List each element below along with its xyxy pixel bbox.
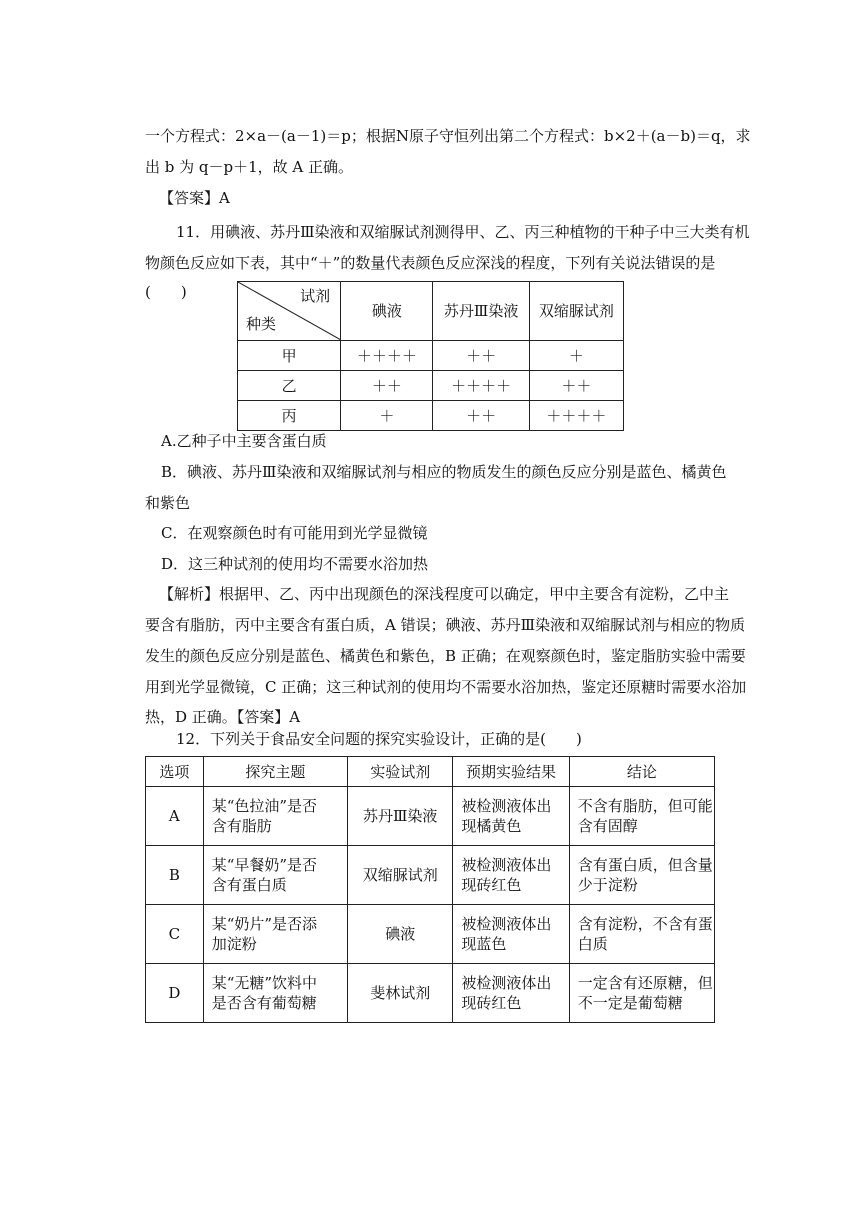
header-cell: 结论 bbox=[569, 757, 714, 787]
q12-table bbox=[145, 756, 715, 1023]
q11-option-b-line-1: B．碘液、苏丹Ⅲ染液和双缩脲试剂与相应的物质发生的颜色反应分别是蓝色、橘黄色 bbox=[161, 463, 727, 481]
topic-line: 含有蛋白质 bbox=[211, 876, 287, 894]
table-row bbox=[238, 341, 624, 371]
table-cell: ＋ bbox=[341, 401, 433, 431]
topic-line: 是否含有葡萄糖 bbox=[211, 994, 317, 1012]
intro-answer: 【答案】A bbox=[159, 189, 230, 207]
conclusion-line: 含有淀粉，不含有蛋 bbox=[577, 915, 713, 933]
topic-cell bbox=[203, 787, 347, 846]
q11-stem-line-2: 物颜色反应如下表，其中“＋”的数量代表颜色反应深浅的程度，下列有关说法错误的是 bbox=[145, 254, 716, 272]
q11-analysis-line-5: 热，D 正确。【答案】A bbox=[145, 708, 301, 726]
result-line: 被检测液体出 bbox=[461, 856, 552, 874]
conclusion-line: 一定含有还原糖，但 bbox=[577, 974, 713, 992]
q11-analysis-line-3: 发生的颜色反应分别是蓝色、橘黄色和紫色，B 正确；在观察颜色时，鉴定脂肪实验中需要 bbox=[145, 647, 746, 665]
option-cell: D bbox=[146, 964, 204, 1023]
q11-analysis-line-1: 【解析】根据甲、乙、丙中出现颜色的深浅程度可以确定，甲中主要含有淀粉，乙中主 bbox=[159, 585, 730, 603]
q11-table bbox=[237, 281, 624, 431]
corner-bottom-label: 种类 bbox=[246, 315, 277, 333]
table-row bbox=[238, 371, 624, 401]
table-cell: ＋＋＋＋ bbox=[529, 401, 623, 431]
row-label: 丙 bbox=[238, 401, 341, 431]
q11-option-c: C．在观察颜色时有可能用到光学显微镜 bbox=[161, 524, 428, 542]
option-cell: A bbox=[146, 787, 204, 846]
topic-line: 某“早餐奶”是否 bbox=[211, 856, 318, 874]
reagent-cell: 苏丹Ⅲ染液 bbox=[348, 787, 453, 846]
result-line: 被检测液体出 bbox=[461, 797, 552, 815]
q11-analysis-line-4: 用到光学显微镜，C 正确；这三种试剂的使用均不需要水浴加热，鉴定还原糖时需要水浴加 bbox=[145, 678, 747, 696]
topic-cell bbox=[203, 964, 347, 1023]
result-line: 被检测液体出 bbox=[461, 915, 552, 933]
result-cell bbox=[453, 787, 569, 846]
q11-analysis-line-2: 要含有脂肪，丙中主要含有蛋白质，A 错误；碘液、苏丹Ⅲ染液和双缩脲试剂与相应的物质 bbox=[145, 616, 746, 634]
topic-line: 含有脂肪 bbox=[211, 817, 272, 835]
result-cell bbox=[453, 905, 569, 964]
option-cell: C bbox=[146, 905, 204, 964]
corner-top-label: 试剂 bbox=[300, 287, 331, 305]
conclusion-line: 少于淀粉 bbox=[577, 876, 638, 894]
topic-line: 加淀粉 bbox=[211, 935, 257, 953]
topic-cell bbox=[203, 846, 347, 905]
table-cell: ＋＋ bbox=[341, 371, 433, 401]
result-line: 现蓝色 bbox=[461, 935, 507, 953]
result-line: 现砖红色 bbox=[461, 994, 522, 1012]
result-line: 现砖红色 bbox=[461, 876, 522, 894]
header-cell: 实验试剂 bbox=[348, 757, 453, 787]
header-cell: 双缩脲试剂 bbox=[529, 282, 623, 341]
reagent-cell: 双缩脲试剂 bbox=[348, 846, 453, 905]
header-cell: 选项 bbox=[146, 757, 204, 787]
conclusion-line: 含有蛋白质，但含量 bbox=[577, 856, 713, 874]
table-row bbox=[146, 905, 715, 964]
q11-option-a: A.乙种子中主要含蛋白质 bbox=[161, 432, 327, 450]
row-label: 甲 bbox=[238, 341, 341, 371]
topic-line: 某“色拉油”是否 bbox=[211, 797, 318, 815]
result-cell bbox=[453, 964, 569, 1023]
header-cell: 碘液 bbox=[341, 282, 433, 341]
table-cell: ＋＋ bbox=[433, 401, 529, 431]
reagent-cell: 碘液 bbox=[348, 905, 453, 964]
topic-cell bbox=[203, 905, 347, 964]
conclusion-line: 白质 bbox=[577, 935, 608, 953]
result-cell bbox=[453, 846, 569, 905]
q11-stem-line-3: ( ) bbox=[145, 283, 187, 301]
conclusion-line: 不一定是葡萄糖 bbox=[577, 994, 683, 1012]
table-cell: ＋＋ bbox=[529, 371, 623, 401]
reagent-cell: 斐林试剂 bbox=[348, 964, 453, 1023]
header-cell: 预期实验结果 bbox=[453, 757, 569, 787]
header-cell: 探究主题 bbox=[203, 757, 347, 787]
table-row bbox=[238, 401, 624, 431]
option-cell: B bbox=[146, 846, 204, 905]
table-row bbox=[146, 787, 715, 846]
table-cell: ＋＋ bbox=[433, 341, 529, 371]
conclusion-cell bbox=[569, 787, 714, 846]
topic-line: 某“无糖”饮料中 bbox=[211, 974, 318, 992]
q11-option-b-line-2: 和紫色 bbox=[145, 494, 191, 512]
table-cell: ＋＋＋＋ bbox=[341, 341, 433, 371]
table-cell: ＋＋＋＋ bbox=[433, 371, 529, 401]
intro-line-1: 一个方程式：2×a－(a－1)＝p；根据N原子守恒列出第二个方程式：b×2＋(a－b)＝q，求 bbox=[145, 127, 751, 145]
corner-cell bbox=[238, 282, 341, 341]
conclusion-line: 含有固醇 bbox=[577, 817, 638, 835]
q11-option-d: D．这三种试剂的使用均不需要水浴加热 bbox=[161, 555, 429, 573]
result-line: 被检测液体出 bbox=[461, 974, 552, 992]
topic-line: 某“奶片”是否添 bbox=[211, 915, 318, 933]
conclusion-line: 不含有脂肪，但可能 bbox=[577, 797, 713, 815]
q12-stem: 12．下列关于食品安全问题的探究实验设计，正确的是( ) bbox=[176, 730, 582, 748]
conclusion-cell bbox=[569, 964, 714, 1023]
intro-line-2: 出 b 为 q－p＋1，故 A 正确。 bbox=[145, 158, 354, 176]
row-label: 乙 bbox=[238, 371, 341, 401]
q11-stem-line-1: 11．用碘液、苏丹Ⅲ染液和双缩脲试剂测得甲、乙、丙三种植物的干种子中三大类有机 bbox=[176, 223, 750, 241]
conclusion-cell bbox=[569, 846, 714, 905]
table-cell: ＋ bbox=[529, 341, 623, 371]
table-row bbox=[146, 846, 715, 905]
table-row bbox=[146, 964, 715, 1023]
result-line: 现橘黄色 bbox=[461, 817, 522, 835]
header-cell: 苏丹Ⅲ染液 bbox=[433, 282, 529, 341]
conclusion-cell bbox=[569, 905, 714, 964]
